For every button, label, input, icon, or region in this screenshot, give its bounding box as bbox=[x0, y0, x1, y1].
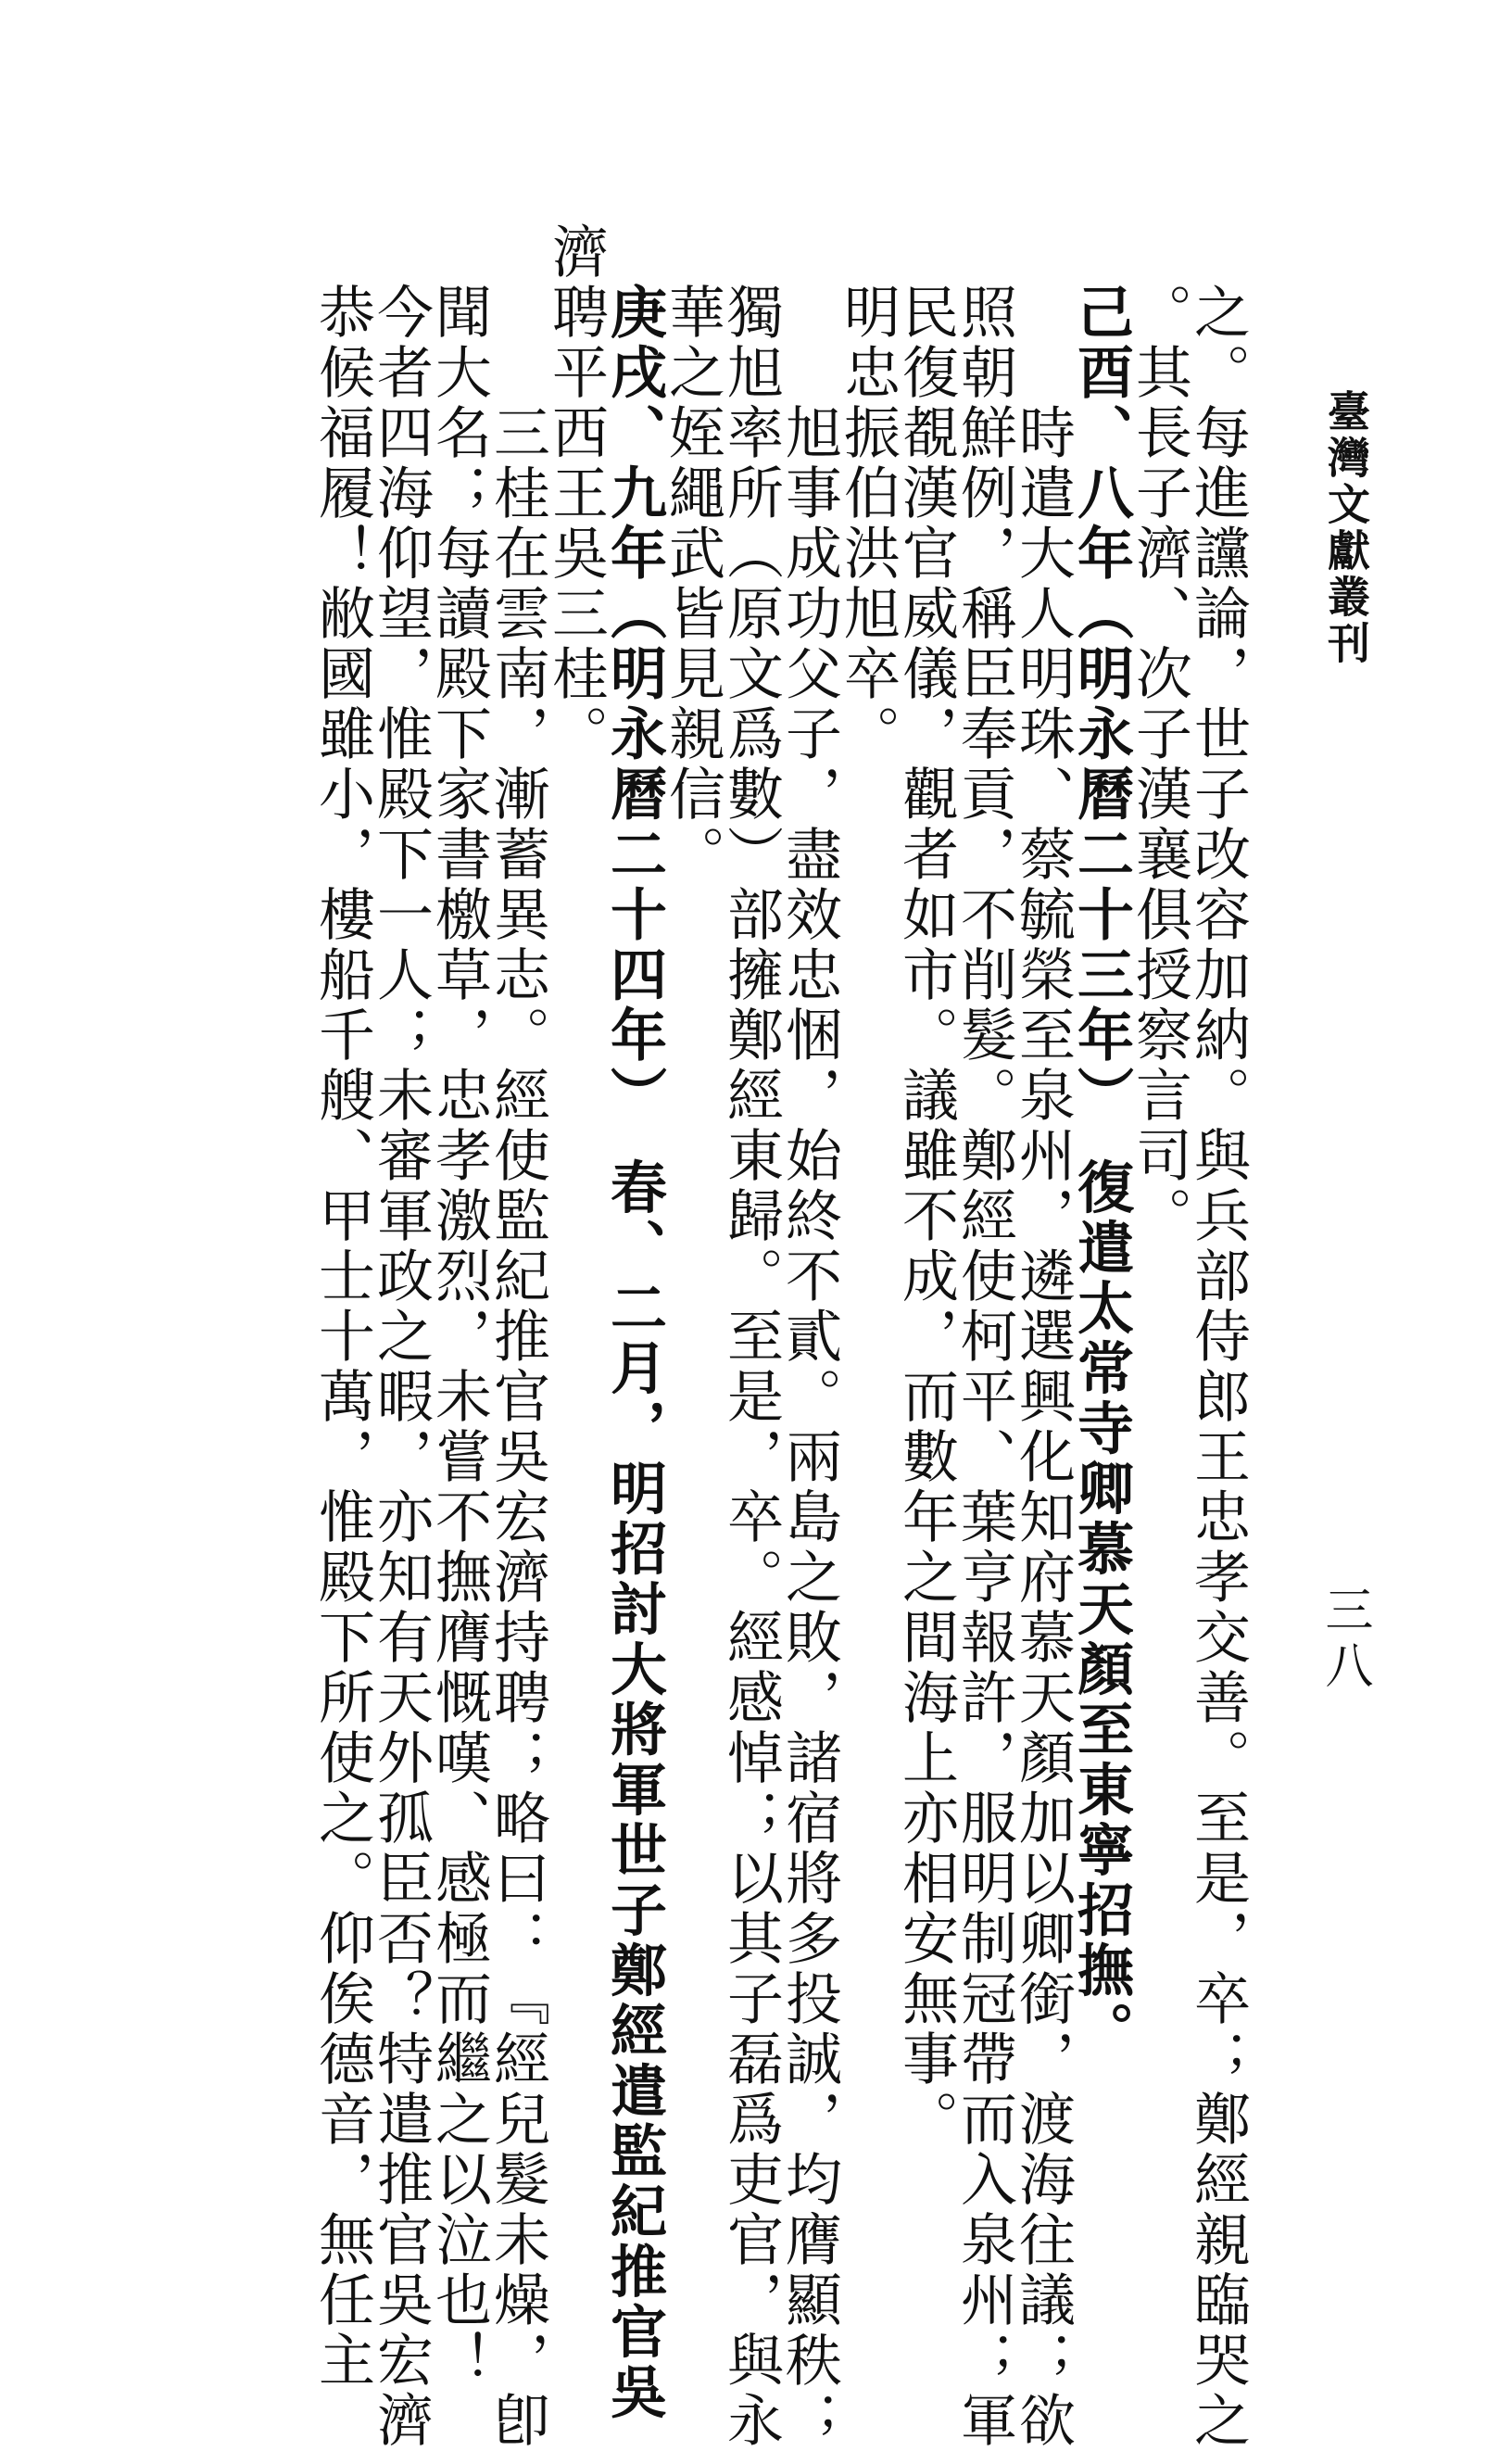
text-column: 民復覩漢官威儀，觀者如市。議雖不成，而數年之間海上亦相安無事。 bbox=[893, 283, 959, 2150]
text-column: 濟聘平西王吳三桂。 bbox=[543, 222, 609, 764]
text-column: 己酉、八年（明永曆二十三年） 復遣太常寺卿慕天顏至東寧招撫。 bbox=[1068, 283, 1134, 2062]
text-column: 照朝鮮例，稱臣奉貢，不削髮。鄭經使柯平、葉亨報許，服明制冠帶而入泉州；軍 bbox=[951, 283, 1017, 2451]
text-column: 三桂在雲南，漸蓄異志。經使監紀推官吳宏濟持聘；略曰：『經兒髮未燥，卽 bbox=[485, 403, 550, 2451]
text-column: 。其長子濟、次子漢襄俱授察言司。 bbox=[1127, 283, 1192, 1246]
text-column: 華之姪繩武皆見親信。 bbox=[660, 283, 725, 885]
text-column: 獨旭率所（原文爲數）部擁鄭經東歸。至是，卒。經感悼；以其子磊爲吏官，與永 bbox=[718, 283, 784, 2451]
text-column: 聞大名；每讀殿下家書檄草，忠孝激烈，未嘗不撫膺慨嘆、感極而繼之以泣也！ bbox=[426, 283, 492, 2391]
text-column: 恭候福履！敝國雖小，樓船千艘、甲士十萬，惟殿下所使之。仰俟德音，無任主 bbox=[309, 283, 375, 2391]
page-number: 三八 bbox=[1317, 1585, 1372, 1696]
running-header-title: 臺灣文獻叢刊 bbox=[1321, 389, 1371, 667]
text-column: 旭事成功父子，盡效忠悃，始終不貳。兩島之敗，諸宿將多投誠，均膺顯秩； bbox=[776, 403, 842, 2451]
text-column: 今者四海仰望，惟殿下一人；未審軍政之暇，亦知有天外孤臣否？特遣推官吳宏濟 bbox=[368, 283, 434, 2451]
text-column: 之。每進讜論，世子改容加納。與兵部侍郎王忠孝交善。至是，卒；鄭經親臨哭之 bbox=[1185, 283, 1251, 2451]
text-column: 庚戌、九年（明永曆二十四年） 春、二月，明招討大將軍世子鄭經遣監紀推官吳 bbox=[601, 283, 667, 2423]
text-column: 時遣大人明珠、蔡毓榮至泉州，遴選興化知府慕天顏加以卿銜，渡海往議；欲 bbox=[1010, 403, 1076, 2451]
text-column: 明忠振伯洪旭卒。 bbox=[835, 283, 901, 764]
